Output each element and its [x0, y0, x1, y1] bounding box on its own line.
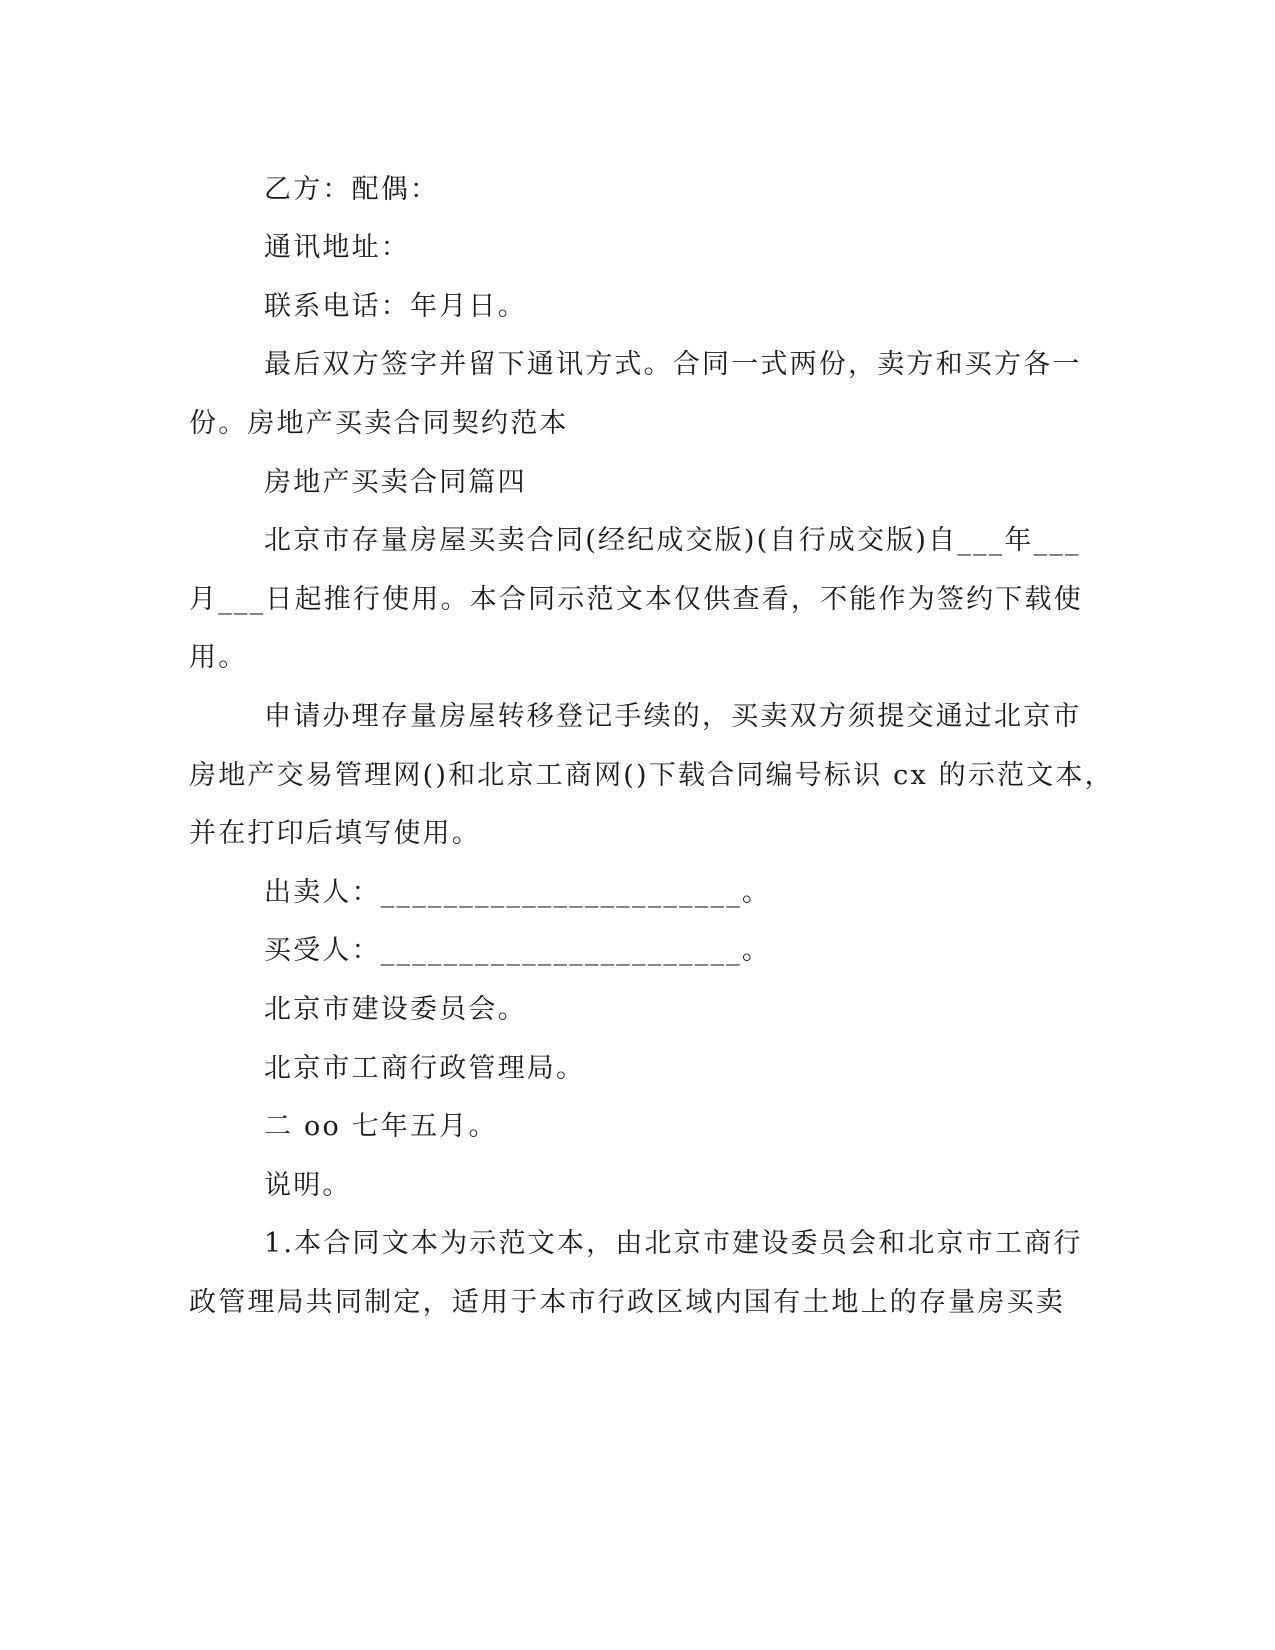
paragraph-line: 北京市存量房屋买卖合同(经纪成交版)(自行成交版)自___年___ — [264, 525, 1081, 556]
date-line: 二 oo 七年五月。 — [264, 1111, 498, 1142]
paragraph-line: 并在打印后填写使用。 — [189, 818, 481, 849]
buyer-line: 买受人：_______________________。 — [264, 935, 772, 966]
paragraph-line: 房地产交易管理网()和北京工商网()下载合同编号标识 cx 的示范文本， — [189, 760, 1114, 791]
phone-date-line: 联系电话：年月日。 — [264, 291, 527, 322]
issuer-line: 北京市工商行政管理局。 — [264, 1053, 586, 1084]
paragraph-line: 月___日起推行使用。本合同示范文本仅供查看，不能作为签约下载使 — [189, 584, 1083, 615]
issuer-line: 北京市建设委员会。 — [264, 994, 527, 1025]
section-heading: 房地产买卖合同篇四 — [264, 467, 527, 498]
paragraph-line: 用。 — [189, 642, 248, 673]
section-heading: 说明。 — [264, 1170, 352, 1201]
address-line: 通讯地址： — [264, 232, 410, 263]
paragraph-line: 1.本合同文本为示范文本，由北京市建设委员会和北京市工商行 — [264, 1228, 1083, 1259]
party-b-spouse-line: 乙方：配偶： — [264, 174, 440, 205]
paragraph-line: 政管理局共同制定，适用于本市行政区域内国有土地上的存量房买卖 — [189, 1287, 1065, 1318]
seller-line: 出卖人：_______________________。 — [264, 877, 772, 908]
paragraph-line: 申请办理存量房屋转移登记手续的，买卖双方须提交通过北京市 — [264, 701, 1082, 732]
paragraph-line: 份。房地产买卖合同契约范本 — [189, 408, 569, 439]
paragraph-line: 最后双方签字并留下通讯方式。合同一式两份，卖方和买方各一 — [264, 349, 1082, 380]
